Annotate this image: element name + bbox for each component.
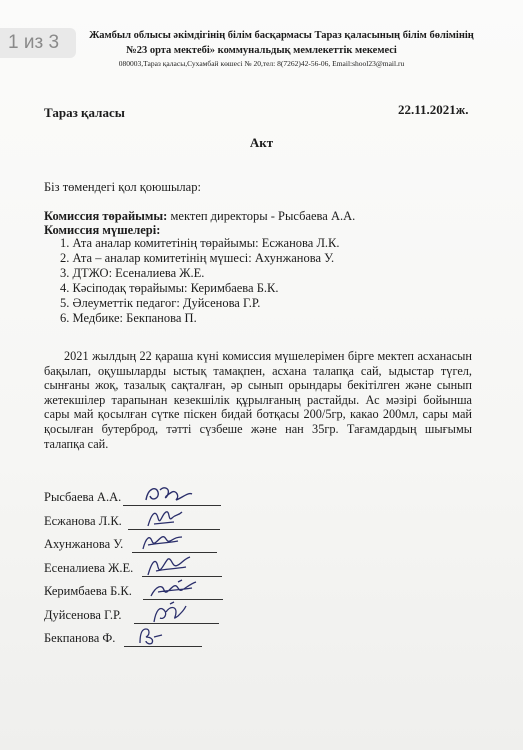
document-title: Акт	[249, 135, 274, 150]
signer-name: Есжанова Л.К.	[44, 513, 122, 528]
handwritten-signature	[136, 623, 166, 649]
signer-name: Есеналиева Ж.Е.	[44, 560, 134, 575]
signer-name: Рысбаева А.А.	[44, 490, 122, 504]
letterhead-contacts: 080003,Тараз қаласы,Сухамбай көшесі № 20,тел: 8(7262)42-56-06, Email:shool23@mail.ru	[118, 59, 405, 68]
signer-name: Керимбаева Б.К.	[44, 584, 132, 598]
members-list	[44, 236, 340, 326]
handwritten-signature	[144, 506, 186, 532]
page-indicator: 1 из 3	[0, 28, 76, 58]
member-item: 4. Кәсіподақ төрайымы: Керимбаева Б.К.	[60, 281, 279, 295]
signer-name: Ахунжанова У.	[44, 537, 124, 551]
member-item: 3. ДТЖО: Есеналиева Ж.Е.	[60, 266, 205, 280]
letterhead-line-2: №23 орта мектебі» коммунальдық мемлекеттік мекемесі	[126, 45, 397, 56]
handwritten-signature	[142, 482, 197, 508]
handwritten-signature	[140, 529, 186, 555]
city: Тараз қаласы	[44, 105, 125, 120]
member-item: 6. Медбике: Бекпанова П.	[60, 311, 197, 325]
signer-name: Бекпанова Ф.	[44, 631, 116, 645]
document-date: 22.11.2021ж.	[398, 102, 469, 117]
act-body-paragraph: 2021 жылдың 22 қараша күні комиссия мүшелерімен бірге мектеп асханасын бақылап, оқушыларды ыстық тамақпен, асхана талапқа сай, ыдыстар түгел, сынғаны жоқ, тазалық сақталған, әр сынып орындары бекітілген және сынып жетекшілер тарапынан кезекшілік құрылғаның растайды. Ас мәзірі бойынша сары май қосылған сүтке піскен бидай ботқасы 200/5гр, какао 200мл, сары май қосылған бутерброд, тәтті сүзбеше және нан 35гр. Тағамдардың шығымы талапқа сай.	[44, 349, 472, 451]
chair-value: мектеп директоры - Рысбаева А.А.	[167, 209, 356, 223]
members-heading: Комиссия мүшелері:	[44, 223, 161, 237]
intro-line: Біз төмендегі қол қоюшылар:	[44, 180, 201, 194]
member-item: 2. Ата – аналар комитетінің мүшесі: Ахунжанова У.	[60, 251, 335, 265]
signer-name: Дуйсенова Г.Р.	[44, 607, 122, 622]
letterhead-line-1: Жамбыл облысы әкімдігінің білім басқармасы Тараз қаласының білім бөлімінің	[89, 30, 474, 41]
member-item: 5. Әлеуметтік педагог: Дуйсенова Г.Р.	[60, 296, 261, 310]
member-item: 1. Ата аналар комитетінің төрайымы: Есжанова Л.К.	[60, 236, 340, 250]
chair-label: Комиссия төрайымы:	[44, 209, 168, 223]
commission-chair	[44, 209, 355, 224]
